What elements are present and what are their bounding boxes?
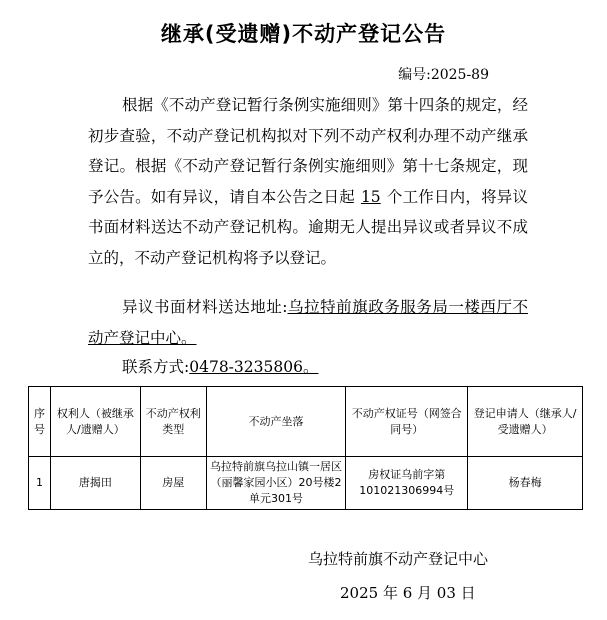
header-certificate: 不动产权证号（网签合同号） — [346, 387, 468, 457]
cell-certificate: 房权证乌前字第101021306994号 — [346, 457, 468, 510]
contact-value: 0478-3235806。 — [189, 358, 319, 376]
objection-days: 15 — [360, 187, 381, 206]
header-applicant: 登记申请人（继承人/受遗赠人） — [468, 387, 583, 457]
issuing-organization: 乌拉特前旗不动产登记中心 — [308, 550, 489, 568]
property-table — [28, 386, 583, 510]
header-location: 不动产坐落 — [206, 387, 346, 457]
table-header-row — [29, 387, 583, 457]
notice-title: 继承(受遗赠)不动产登记公告 — [160, 22, 447, 46]
header-right-type: 不动产权利类型 — [140, 387, 206, 457]
serial-number: 编号:2025-89 — [398, 67, 489, 83]
cell-location: 乌拉特前旗乌拉山镇一居区（丽馨家园小区）20号楼2单元301号 — [206, 457, 346, 510]
address-value: 乌拉特前旗政务服务局一楼西厅不动产登记中心。 — [88, 298, 528, 347]
address-line — [88, 292, 528, 353]
address-label: 异议书面材料送达地址: — [122, 298, 288, 316]
body-text-before: 根据《不动产登记暂行条例实施细则》第十四条的规定，经初步查验，不动产登记机构拟对下列不动产权利办理不动产继承登记。根据《不动产登记暂行条例实施细则》第十七条规定，现予公告。如有异议，请自本公告之日起 — [88, 96, 528, 206]
cell-right-type: 房屋 — [140, 457, 206, 510]
header-owner: 权利人（被继承人/遗赠人） — [50, 387, 140, 457]
cell-applicant: 杨春梅 — [468, 457, 583, 510]
issue-date: 2025 年 6 月 03 日 — [340, 584, 476, 602]
contact-line — [88, 355, 318, 377]
cell-owner: 唐揭田 — [50, 457, 140, 510]
header-index: 序号 — [29, 387, 51, 457]
contact-label: 联系方式: — [122, 358, 190, 376]
cell-index: 1 — [29, 457, 51, 510]
body-text-after: 个工作日内，将异议书面材料送达不动产登记机构。逾期无人提出异议或者异议不成立的，不动产登记机构将予以登记。 — [88, 187, 528, 267]
table-row — [29, 457, 583, 510]
notice-body — [88, 90, 528, 273]
